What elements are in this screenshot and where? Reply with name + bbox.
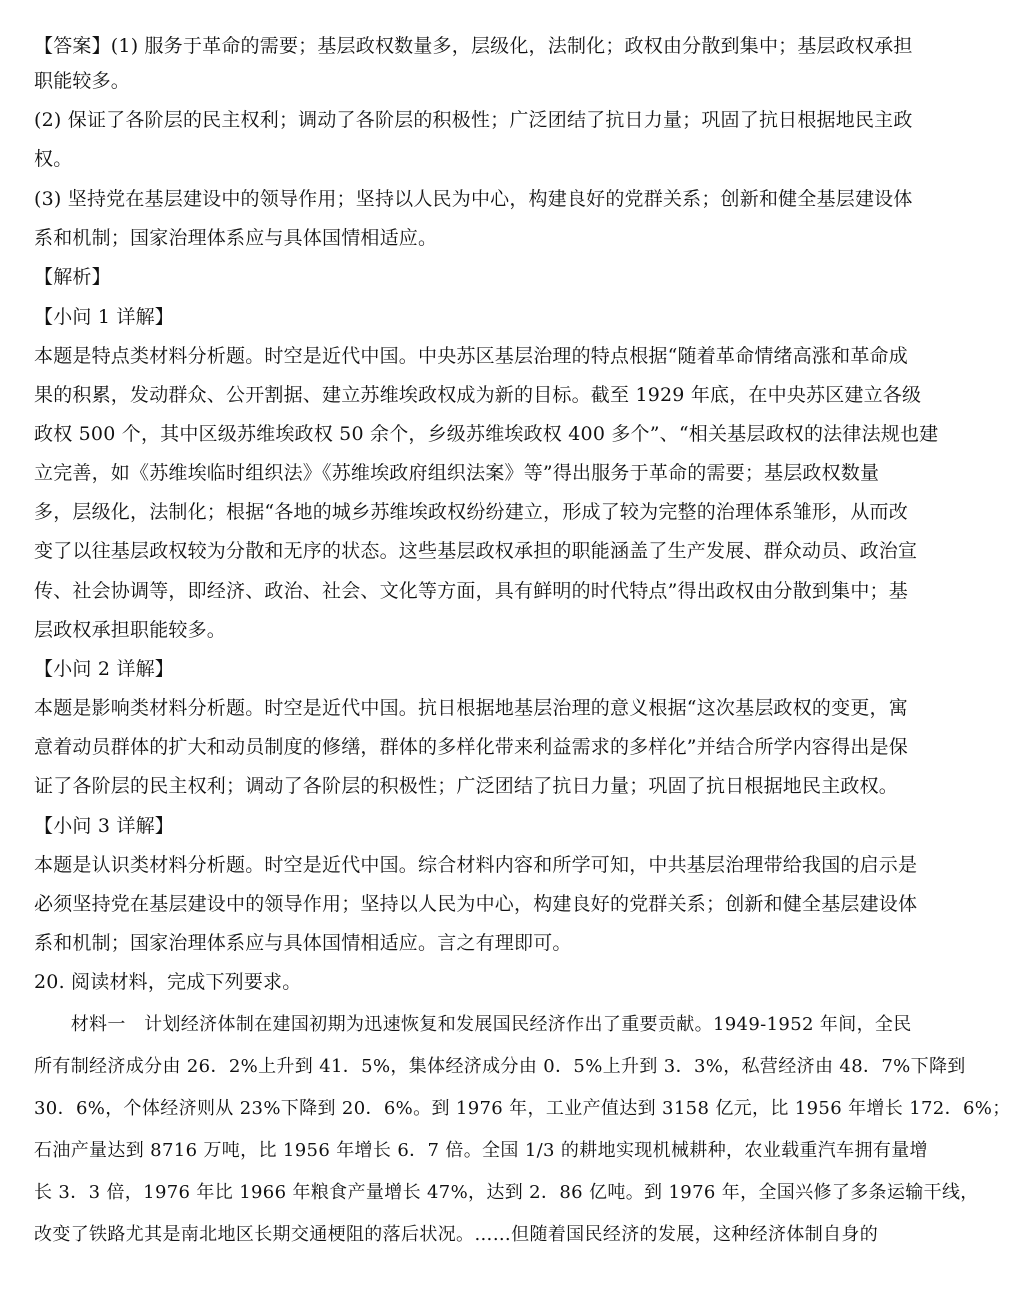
material-1-line-2: 所有制经济成分由 26．2%上升到 41．5%，集体经济成分由 0．5%上升到 3．3%，私营经济由 48．7%下降到: [34, 1056, 966, 1077]
subquestion-2-line-3: 证了各阶层的民主权利；调动了各阶层的积极性；广泛团结了抗日力量；巩固了抗日根据地民主政权。: [34, 775, 899, 797]
subquestion-2-line-1: 本题是影响类材料分析题。时空是近代中国。抗日根据地基层治理的意义根据“这次基层政权的变更，寓: [34, 697, 908, 719]
subquestion-2-heading: 【小问 2 详解】: [34, 658, 174, 680]
answer-line-1: 【答案】(1) 服务于革命的需要；基层政权数量多，层级化，法制化；政权由分散到集中；基层政权承担: [34, 35, 913, 57]
subquestion-3-line-1: 本题是认识类材料分析题。时空是近代中国。综合材料内容和所学可知，中共基层治理带给我国的启示是: [34, 854, 918, 876]
answer-line-5: (3) 坚持党在基层建设中的领导作用；坚持以人民为中心，构建良好的党群关系；创新和健全基层建设体: [34, 188, 913, 210]
material-1-line-1: 材料一 计划经济体制在建国初期为迅速恢复和发展国民经济作出了重要贡献。1949-1952 年间，全民: [34, 1014, 912, 1035]
subquestion-1-line-3: 政权 500 个，其中区级苏维埃政权 50 余个，乡级苏维埃政权 400 多个”、“相关基层政权的法律法规也建: [34, 423, 939, 445]
subquestion-3-line-2: 必须坚持党在基层建设中的领导作用；坚持以人民为中心，构建良好的党群关系；创新和健全基层建设体: [34, 893, 918, 915]
subquestion-1-line-5: 多，层级化，法制化；根据“各地的城乡苏维埃政权纷纷建立，形成了较为完整的治理体系雏形，从而改: [34, 501, 908, 523]
material-1-line-3: 30．6%，个体经济则从 23%下降到 20．6%。到 1976 年，工业产值达到 3158 亿元，比 1956 年增长 172．6%；: [34, 1098, 1011, 1119]
subquestion-3-heading: 【小问 3 详解】: [34, 815, 174, 837]
answer-line-2: 职能较多。: [34, 70, 131, 92]
material-1-line-5: 长 3．3 倍，1976 年比 1966 年粮食产量增长 47%，达到 2．86 亿吨。到 1976 年，全国兴修了多条运输干线，: [34, 1182, 979, 1203]
subquestion-1-line-4: 立完善，如《苏维埃临时组织法》《苏维埃政府组织法案》等”得出服务于革命的需要；基层政权数量: [34, 462, 880, 484]
subquestion-1-line-6: 变了以往基层政权较为分散和无序的状态。这些基层政权承担的职能涵盖了生产发展、群众动员、政治宣: [34, 540, 918, 562]
material-1-line-4: 石油产量达到 8716 万吨，比 1956 年增长 6．7 倍。全国 1/3 的耕地实现机械耕种，农业载重汽车拥有量增: [34, 1140, 928, 1161]
answer-line-3: (2) 保证了各阶层的民主权利；调动了各阶层的积极性；广泛团结了抗日力量；巩固了抗日根据地民主政: [34, 109, 913, 131]
subquestion-3-line-3: 系和机制；国家治理体系应与具体国情相适应。言之有理即可。: [34, 932, 572, 954]
material-1-line-6: 改变了铁路尤其是南北地区长期交通梗阻的落后状况。……但随着国民经济的发展，这种经济体制自身的: [34, 1224, 879, 1245]
answer-line-4: 权。: [34, 148, 73, 170]
subquestion-2-line-2: 意着动员群体的扩大和动员制度的修缮，群体的多样化带来利益需求的多样化”并结合所学内容得出是保: [34, 736, 908, 758]
subquestion-1-heading: 【小问 1 详解】: [34, 306, 174, 328]
question-20-heading: 20. 阅读材料，完成下列要求。: [34, 971, 302, 993]
subquestion-1-line-7: 传、社会协调等，即经济、政治、社会、文化等方面，具有鲜明的时代特点”得出政权由分散到集中；基: [34, 580, 908, 602]
answer-line-6: 系和机制；国家治理体系应与具体国情相适应。: [34, 227, 438, 249]
subquestion-1-line-2: 果的积累，发动群众、公开割据、建立苏维埃政权成为新的目标。截至 1929 年底，在中央苏区建立各级: [34, 384, 922, 406]
subquestion-1-line-1: 本题是特点类材料分析题。时空是近代中国。中央苏区基层治理的特点根据“随着革命情绪高涨和革命成: [34, 345, 908, 367]
subquestion-1-line-8: 层政权承担职能较多。: [34, 619, 227, 641]
analysis-heading: 【解析】: [34, 266, 111, 288]
